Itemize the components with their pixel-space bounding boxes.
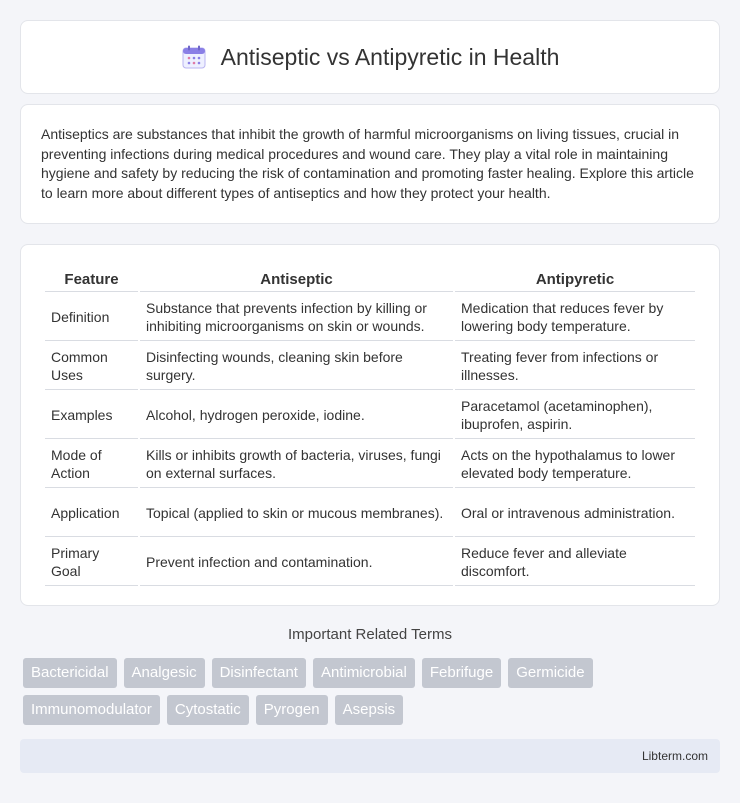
header-antiseptic: Antiseptic [140, 267, 453, 292]
row-antipyretic: Treating fever from infections or illnesses. [455, 343, 695, 390]
row-antipyretic: Acts on the hypothalamus to lower elevated body temperature. [455, 441, 695, 488]
row-antipyretic: Medication that reduces fever by lowering body temperature. [455, 294, 695, 341]
header-feature: Feature [45, 267, 138, 292]
row-feature: Mode of Action [45, 441, 138, 488]
row-antipyretic: Paracetamol (acetaminophen), ibuprofen, aspirin. [455, 392, 695, 439]
calendar-icon [181, 44, 207, 70]
comparison-table-card [20, 244, 720, 606]
tag-febrifuge[interactable]: Febrifuge [422, 658, 501, 688]
table-row [45, 441, 695, 488]
intro-card [20, 104, 720, 224]
tag-disinfectant[interactable]: Disinfectant [212, 658, 306, 688]
row-antiseptic: Substance that prevents infection by killing or inhibiting microorganisms on skin or wounds. [140, 294, 453, 341]
page-title: Antiseptic vs Antipyretic in Health [220, 43, 560, 70]
row-antiseptic: Kills or inhibits growth of bacteria, viruses, fungi on external surfaces. [140, 441, 453, 488]
table-header-row [45, 267, 695, 292]
footer-brand-link[interactable]: Libterm.com [641, 749, 708, 763]
row-feature: Primary Goal [45, 539, 138, 586]
tag-germicide[interactable]: Germicide [508, 658, 592, 688]
row-antipyretic: Reduce fever and alleviate discomfort. [455, 539, 695, 586]
table-row [45, 392, 695, 439]
row-antiseptic: Topical (applied to skin or mucous membranes). [140, 490, 453, 537]
header-card [20, 20, 720, 94]
table-row [45, 490, 695, 537]
row-antipyretic: Oral or intravenous administration. [455, 490, 695, 537]
tag-asepsis[interactable]: Asepsis [335, 695, 404, 725]
header-antipyretic: Antipyretic [455, 267, 695, 292]
row-antiseptic: Disinfecting wounds, cleaning skin before surgery. [140, 343, 453, 390]
row-antiseptic: Prevent infection and contamination. [140, 539, 453, 586]
footer [20, 739, 720, 773]
row-feature: Application [45, 490, 138, 537]
row-antiseptic: Alcohol, hydrogen peroxide, iodine. [140, 392, 453, 439]
tag-antimicrobial[interactable]: Antimicrobial [313, 658, 415, 688]
row-feature: Definition [45, 294, 138, 341]
intro-paragraph: Antiseptics are substances that inhibit the growth of harmful microorganisms on living tissues, crucial in preventing infections during medical procedures and wound care. They play a vital role in maintaining hygiene and safety by reducing the risk of contamination and promoting faster healing. Explore this article to learn more about different types of antiseptics and how they protect your health. [41, 126, 694, 201]
row-feature: Common Uses [45, 343, 138, 390]
table-row [45, 343, 695, 390]
comparison-table [43, 265, 697, 588]
tag-pyrogen[interactable]: Pyrogen [256, 695, 328, 725]
related-terms-title: Important Related Terms [288, 626, 452, 643]
tag-analgesic[interactable]: Analgesic [124, 658, 205, 688]
row-feature: Examples [45, 392, 138, 439]
tag-bactericidal[interactable]: Bactericidal [23, 658, 117, 688]
tag-immunomodulator[interactable]: Immunomodulator [23, 695, 160, 725]
table-row [45, 294, 695, 341]
related-terms-list [23, 658, 723, 725]
table-row [45, 539, 695, 586]
tag-cytostatic[interactable]: Cytostatic [167, 695, 249, 725]
title-wrap [181, 44, 560, 71]
